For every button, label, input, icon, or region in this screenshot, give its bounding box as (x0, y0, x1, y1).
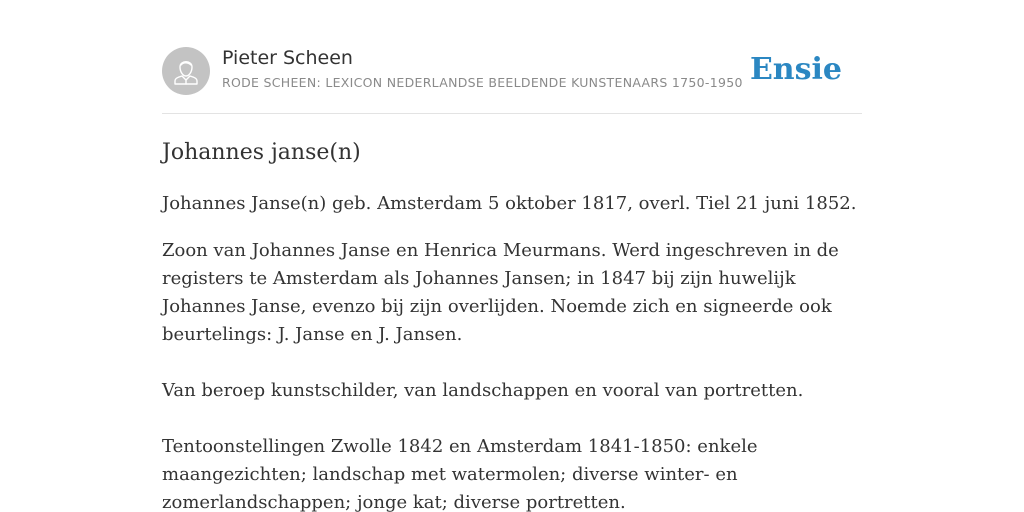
brand-logo[interactable]: Ensie (749, 52, 842, 87)
article (162, 136, 862, 512)
article-paragraph: Van beroep kunstschilder, van landschappen en vooral van portretten. (162, 380, 804, 401)
user-placeholder-icon (162, 47, 210, 95)
article-intro: Johannes Janse(n) geb. Amsterdam 5 oktober 1817, overl. Tiel 21 juni 1852. (162, 193, 857, 214)
avatar[interactable] (162, 47, 210, 95)
article-title: Johannes janse(n) (162, 140, 361, 165)
article-paragraph: Tentoonstellingen Zwolle 1842 en Amsterdam 1841-1850: enkele maangezichten; landschap met watermolen; diverse winter- en zomerlandschappen; jonge kat; diverse portretten. (162, 436, 758, 512)
header-divider (162, 113, 862, 114)
article-paragraph: Zoon van Johannes Janse en Henrica Meurmans. Werd ingeschreven in de registers te Amsterdam als Johannes Jansen; in 1847 bij zijn huwelijk Johannes Janse, evenzo bij zijn overlijden. Noemde zich en signeerde ook beurtelings: J. Janse en J. Jansen. (162, 240, 839, 345)
author-header (162, 46, 862, 96)
source-title[interactable]: RODE SCHEEN: LEXICON NEDERLANDSE BEELDENDE KUNSTENAARS 1750-1950 (222, 75, 743, 90)
author-name[interactable]: Pieter Scheen (222, 47, 353, 69)
